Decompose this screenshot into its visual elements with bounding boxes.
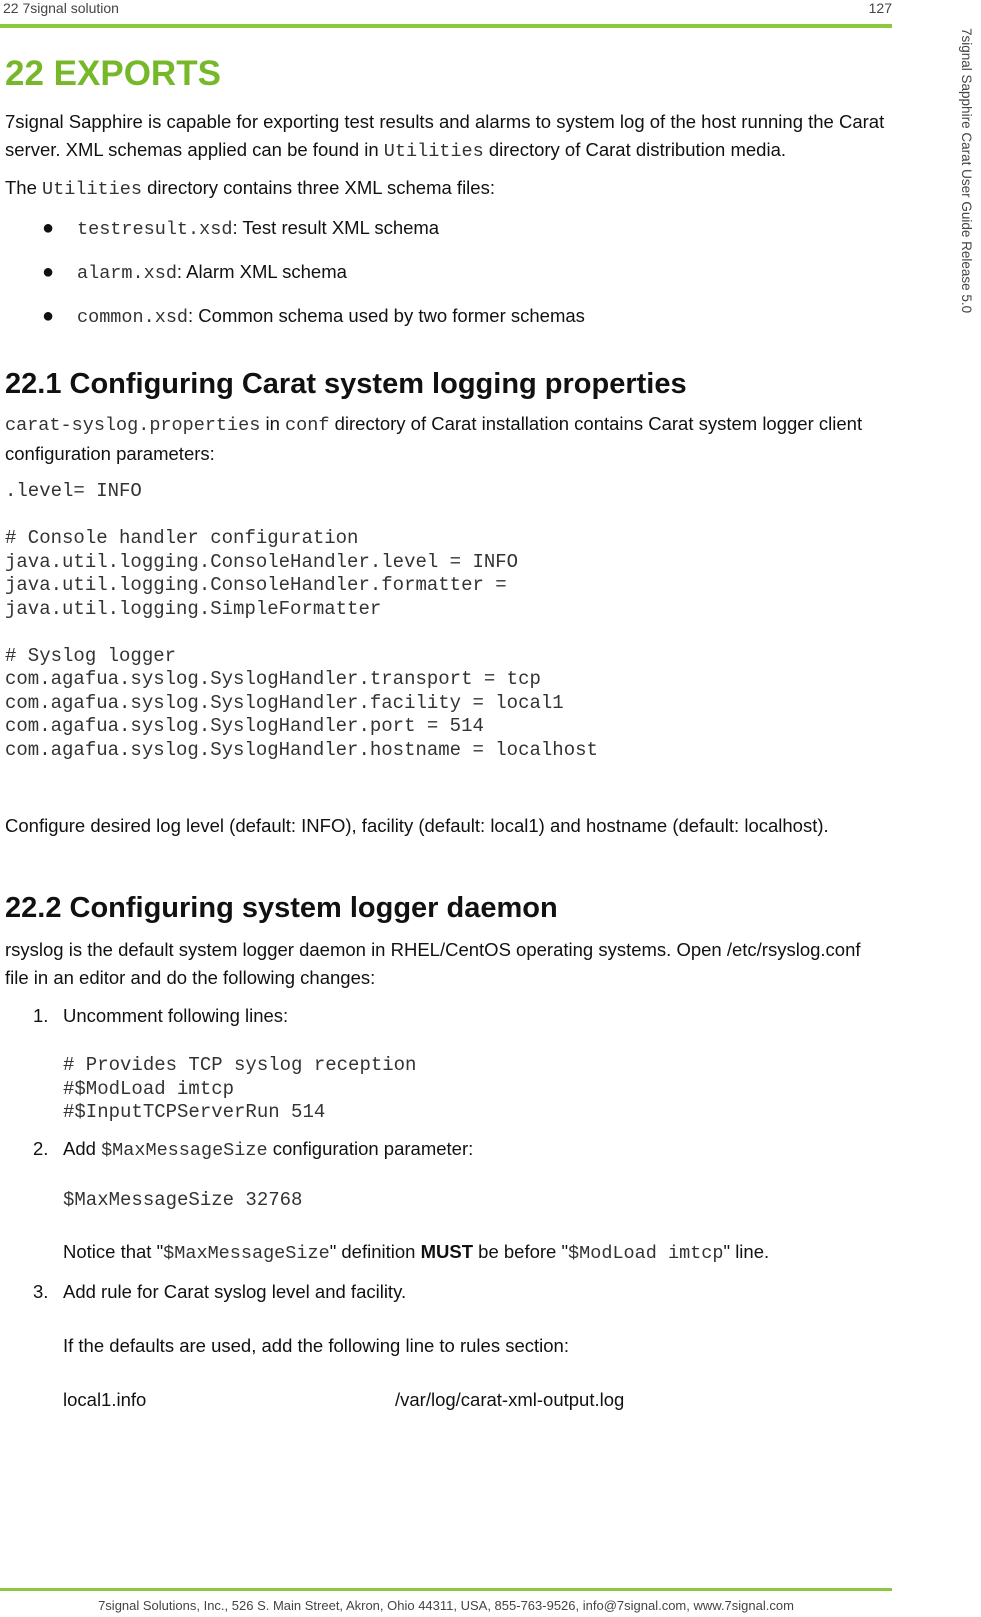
list-item: ● alarm.xsd: Alarm XML schema: [5, 258, 885, 288]
footer-rule: [0, 1588, 892, 1591]
step-2: 2. Add $MaxMessageSize configuration parameter: $MaxMessageSize 32768 Notice that "$MaxMessageSize" definition MUST be before "$ModLoad imtcp" line.: [5, 1135, 885, 1269]
header-rule: [0, 24, 892, 28]
syslog-properties-code: .level= INFO # Console handler configuration java.util.logging.ConsoleHandler.level = INFO java.util.logging.ConsoleHandler.formatter = java.util.logging.SimpleFormatter # Syslog logger com.agafua.syslog.SyslogHandler.transport = tcp com.agafua.syslog.SyslogHandler.facility = local1 com.agafua.syslog.SyslogHandler.port = 514 com.agafua.syslog.SyslogHandler.hostname = localhost: [5, 480, 598, 761]
bullet-icon: ●: [42, 260, 55, 283]
page-header: [0, 0, 892, 22]
step-1: 1. Uncomment following lines: # Provides TCP syslog reception #$ModLoad imtcp #$InputTCPServerRun 514: [5, 1002, 885, 1125]
section-22-2-title: 22.2 Configuring system logger daemon: [5, 892, 558, 924]
bullet-icon: ●: [42, 216, 55, 239]
section-22-title: 22 EXPORTS: [5, 54, 221, 93]
utilities-code: Utilities: [42, 178, 142, 200]
rule-action: /var/log/carat-xml-output.log: [395, 1389, 625, 1411]
max-message-size-code: $MaxMessageSize 32768: [63, 1188, 303, 1211]
list-item: ● testresult.xsd: Test result XML schema: [5, 214, 885, 244]
rsyslog-uncomment-code: # Provides TCP syslog reception #$ModLoad imtcp #$InputTCPServerRun 514: [63, 1054, 417, 1124]
side-label-text: 7signal Sapphire Carat User Guide Release 5.0: [959, 28, 974, 314]
header-page-number: 127: [868, 0, 892, 16]
list-item: ● common.xsd: Common schema used by two former schemas: [5, 302, 885, 332]
section-22-dir-text: The Utilities directory contains three XML schema files:: [5, 176, 495, 200]
section-22-1-intro: carat-syslog.properties in conf directory of Carat installation contains Carat system logger client configuration parameters:: [5, 413, 863, 464]
section-22-1-title: 22.1 Configuring Carat system logging properties: [5, 367, 687, 400]
header-chapter: 22 7signal solution: [3, 0, 119, 16]
bullet-icon: ●: [42, 304, 55, 327]
notice-text: Notice that "$MaxMessageSize" definition MUST be before "$ModLoad imtcp" line.: [63, 1241, 770, 1265]
section-22-2-intro: rsyslog is the default system logger daemon in RHEL/CentOS operating systems. Open /etc/rsyslog.conf file in an editor and do the following changes:: [5, 939, 861, 989]
step-3: 3. Add rule for Carat syslog level and facility. If the defaults are used, add the following line to rules section: local1.info /var/log/carat-xml-output.log: [5, 1278, 885, 1414]
side-label: [958, 28, 978, 408]
rule-line: [63, 1386, 885, 1414]
page-content: [5, 52, 885, 1414]
schema-file-list: [5, 214, 885, 332]
section-22-intro: 7signal Sapphire is capable for exporting test results and alarms to system log of the host running the Carat server. XML schemas applied can be found in Utilities directory of Carat distribution media.: [5, 110, 885, 162]
utilities-code: Utilities: [383, 140, 484, 162]
config-steps: [5, 1002, 885, 1414]
rule-selector: local1.info: [63, 1389, 147, 1411]
page-footer: 7signal Solutions, Inc., 526 S. Main Street, Akron, Ohio 44311, USA, 855-763-9526, info@7signal.com, www.7signal.com: [98, 1598, 794, 1613]
section-22-1-note: Configure desired log level (default: INFO), facility (default: local1) and hostname (default: localhost).: [5, 815, 829, 836]
defaults-text: If the defaults are used, add the following line to rules section:: [63, 1335, 569, 1357]
